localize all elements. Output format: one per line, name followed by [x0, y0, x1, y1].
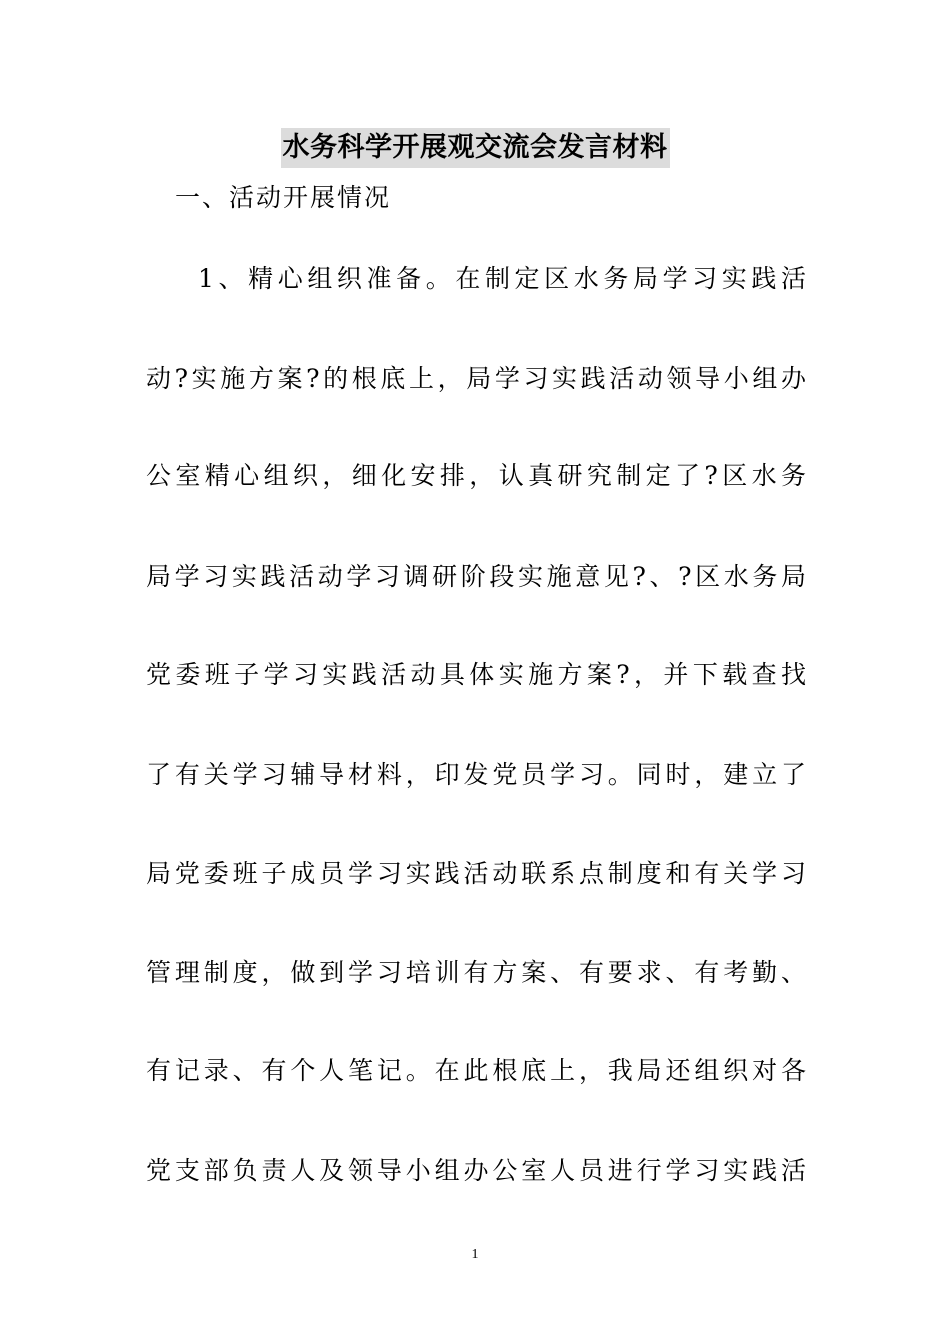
- section-heading: 一、活动开展情况: [175, 183, 392, 212]
- body-line: 管理制度，做到学习培训有方案、有要求、有考勤、: [146, 958, 806, 987]
- body-line: 有记录、有个人笔记。在此根底上，我局还组织对各: [146, 1056, 806, 1085]
- body-line: 动?实施方案?的根底上，局学习实践活动领导小组办: [146, 364, 806, 393]
- title-container: [0, 128, 950, 168]
- body-line: 党支部负责人及领导小组办公室人员进行学习实践活: [146, 1156, 806, 1185]
- body-line: 局学习实践活动学习调研阶段实施意见?、?区水务局: [146, 562, 806, 591]
- body-line: 1、精心组织准备。在制定区水务局学习实践活: [198, 264, 806, 293]
- body-line: 局党委班子成员学习实践活动联系点制度和有关学习: [146, 859, 806, 888]
- document-title: 水务科学开展观交流会发言材料: [281, 128, 670, 168]
- body-line: 了有关学习辅导材料，印发党员学习。同时，建立了: [146, 760, 806, 789]
- body-line: 党委班子学习实践活动具体实施方案?，并下载查找: [146, 660, 806, 689]
- page-number: 1: [471, 1247, 479, 1262]
- body-line: 公室精心组织，细化安排，认真研究制定了?区水务: [146, 461, 806, 490]
